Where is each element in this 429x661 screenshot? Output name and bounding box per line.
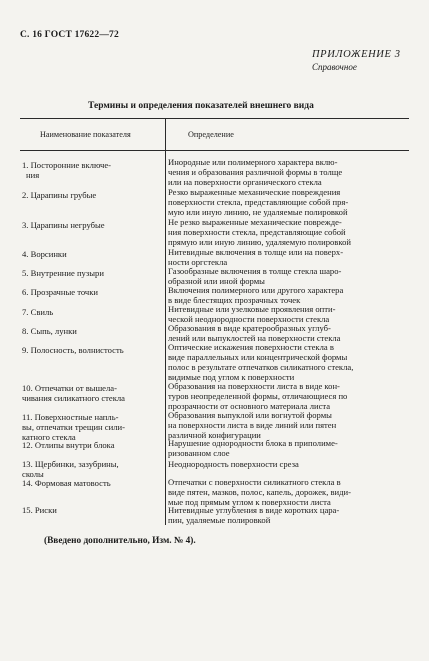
row-7-definition: Нитевидные или узелковые проявления опти- ческой неоднородности поверхности стекла bbox=[168, 304, 336, 324]
appendix-title: ПРИЛОЖЕНИЕ 3 bbox=[312, 49, 401, 60]
row-14-definition: Отпечатки с поверхности силикатного стекла в виде пятен, мазков, полос, капель, дорожек, види- мые под прямым углом к поверхности листа bbox=[168, 477, 351, 507]
amendment-footnote: (Введено дополнительно, Изм. № 4). bbox=[44, 536, 196, 546]
row-15-definition: Нитевидные углубления в виде коротких цара- пин, удаляемые полировкой bbox=[168, 505, 340, 525]
row-14-name: 14. Формовая матовость bbox=[22, 478, 111, 488]
table-title: Термины и определения показателей внешнего вида bbox=[88, 101, 314, 111]
row-13-definition: Неоднородность поверхности среза bbox=[168, 459, 299, 469]
row-8-name: 8. Сыпь, лунки bbox=[22, 326, 77, 336]
row-3-definition: Не резко выраженные механические поврежде- ния поверхности стекла, представляющие собой прямую или иную линию, удаляемую полировкой bbox=[168, 217, 351, 247]
table-header-rule bbox=[20, 150, 409, 151]
row-2-name: 2. Царапины грубые bbox=[22, 190, 97, 200]
table-column-divider bbox=[165, 118, 166, 525]
row-2-definition: Резко выраженные механические повреждения поверхности стекла, представляющие собой пря- мую или иную линию, не удаляемые полировкой bbox=[168, 187, 349, 217]
column-header-name: Наименование показателя bbox=[40, 130, 131, 139]
row-13-name: 13. Щербинки, зазубрины, сколы bbox=[22, 459, 119, 479]
table-top-rule bbox=[20, 118, 409, 119]
column-header-definition: Определение bbox=[188, 130, 234, 139]
row-6-definition: Включения полимерного или другого характера в виде блестящих прозрачных точек bbox=[168, 285, 344, 305]
row-4-definition: Нитевидные включения в толще или на поверх- ности оргстекла bbox=[168, 247, 344, 267]
appendix-subtitle: Справочное bbox=[312, 62, 357, 72]
row-3-name: 3. Царапины негрубые bbox=[22, 220, 105, 230]
row-1-definition: Инородные или полимерного характера вклю- чения и образования различной формы в толще или на поверхности органического стекла bbox=[168, 157, 343, 187]
row-5-definition: Газообразные включения в толще стекла шаро- образной или иной формы bbox=[168, 266, 342, 286]
row-12-name: 12. Отлипы внутри блока bbox=[22, 440, 115, 450]
page-header: С. 16 ГОСТ 17622—72 bbox=[20, 30, 119, 40]
row-11-definition: Образования выпуклой или вогнутой формы на поверхности листа в виде линий или пятен различной конфигурации bbox=[168, 410, 337, 440]
row-9-name: 9. Полосность, волнистость bbox=[22, 345, 124, 355]
row-1-name: 1. Посторонние включе- ния bbox=[22, 160, 112, 180]
row-4-name: 4. Ворсинки bbox=[22, 249, 67, 259]
row-11-name: 11. Поверхностные напль- вы, отпечатки трещин сили- катного стекла bbox=[22, 412, 125, 442]
row-6-name: 6. Прозрачные точки bbox=[22, 287, 99, 297]
row-15-name: 15. Риски bbox=[22, 505, 57, 515]
row-12-definition: Нарушение однородности блока в приполиме- ризованном слое bbox=[168, 438, 338, 458]
row-9-definition: Оптические искажения поверхности стекла в виде параллельных или концентрической формы полос в результате отпечатков силикатного стекла, видимые под углом к поверхности bbox=[168, 342, 354, 382]
row-10-definition: Образования на поверхности листа в виде кон- туров неопределенной формы, отличающиеся по прозрачности от основного материала листа bbox=[168, 381, 348, 411]
row-5-name: 5. Внутренние пузыри bbox=[22, 268, 104, 278]
row-10-name: 10. Отпечатки от вышела- чивания силикатного стекла bbox=[22, 383, 125, 403]
row-8-definition: Образования в виде кратерообразных углуб- лений или выпуклостей на поверхности стекла bbox=[168, 323, 341, 343]
row-7-name: 7. Свиль bbox=[22, 307, 54, 317]
